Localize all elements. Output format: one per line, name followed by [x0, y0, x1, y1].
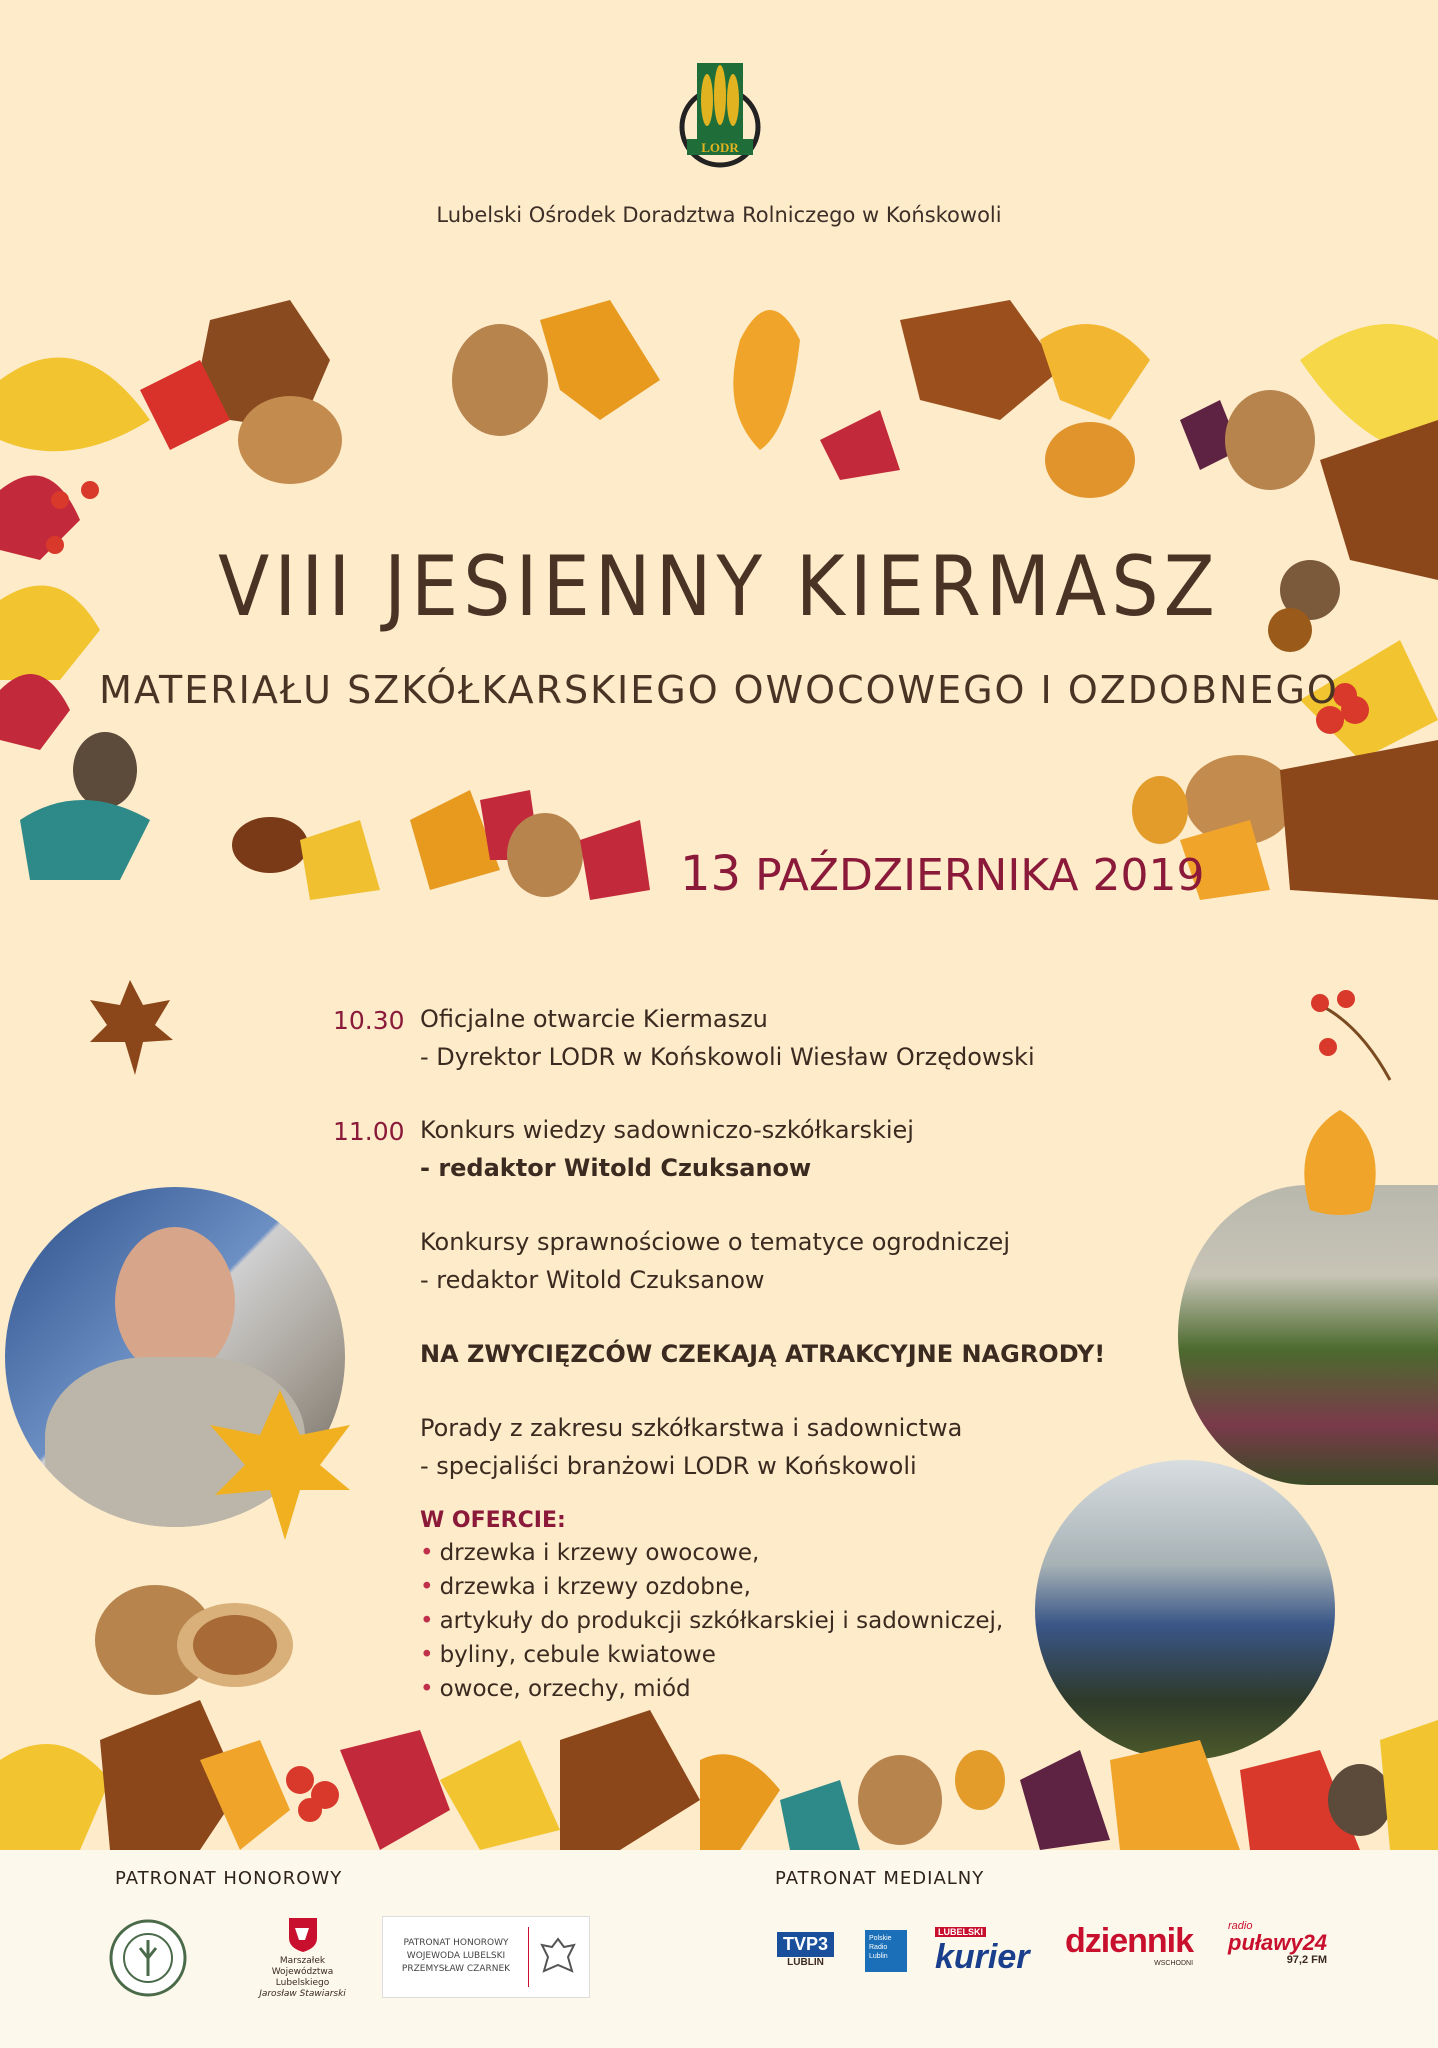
program-item-2-line-2: - redaktor Witold Czuksanow — [420, 1154, 812, 1182]
autumn-leaves-decoration-bottom — [0, 1700, 1438, 1850]
dziennik-wschodni-logo: dziennik WSCHODNI — [1065, 1922, 1194, 1967]
ministry-seal-icon — [108, 1918, 188, 1998]
maple-leaf-icon — [85, 980, 175, 1080]
advice-line-1: Porady z zakresu szkółkarstwa i sadownictwa — [420, 1414, 963, 1442]
offer-item: • artykuły do produkcji szkółkarskiej i sadowniczej, — [420, 1608, 1004, 1634]
lodr-logo — [675, 55, 765, 170]
offer-item: • owoce, orzechy, miód — [420, 1676, 691, 1702]
event-title: VIII JESIENNY KIERMASZ — [218, 538, 1220, 635]
offer-item: • byliny, cebule kwiatowe — [420, 1642, 716, 1668]
honorary-patronage-label: PATRONAT HONOROWY — [115, 1868, 343, 1889]
contests-line-1: Konkursy sprawnościowe o tematyce ogrodniczej — [420, 1228, 1010, 1256]
offer-heading: W OFERCIE: — [420, 1508, 566, 1533]
polish-eagle-icon — [538, 1935, 578, 1979]
tvp3-lublin-logo: TVP3 LUBLIN — [777, 1932, 834, 1968]
program-time-1: 10.30 — [333, 1006, 405, 1035]
radio-pulawy24-logo: radio puławy24 97,2 FM — [1228, 1920, 1328, 1966]
polskie-radio-lublin-logo: Polskie Radio Lublin — [865, 1930, 907, 1972]
media-patronage-label: PATRONAT MEDIALNY — [775, 1868, 985, 1889]
contests-line-2: - redaktor Witold Czuksanow — [420, 1266, 765, 1294]
program-item-1-line-2: - Dyrektor LODR w Końskowoli Wiesław Orzędowski — [420, 1043, 1035, 1071]
yellow-maple-leaf-icon — [205, 1390, 355, 1540]
event-subtitle: MATERIAŁU SZKÓŁKARSKIEGO OWOCOWEGO I OZDOBNEGO — [99, 668, 1339, 712]
walnut-icon — [85, 1580, 295, 1700]
program-item-2-line-1: Konkurs wiedzy sadowniczo-szkółkarskiej — [420, 1116, 914, 1144]
svg-text:LODR: LODR — [701, 140, 739, 155]
event-date — [680, 846, 1204, 902]
offer-item: • drzewka i krzewy ozdobne, — [420, 1574, 751, 1600]
event-date-day: 13 — [680, 846, 742, 902]
photo-fair-plants — [1178, 1185, 1438, 1485]
physalis-icon — [1280, 1110, 1400, 1220]
rowan-berries-icon — [1300, 985, 1400, 1085]
kurier-lubelski-logo: LUBELSKI kurier — [935, 1927, 1030, 1976]
program-item-1-line-1: Oficjalne otwarcie Kiermaszu — [420, 1005, 768, 1033]
voivode-patron: PATRONAT HONOROWY WOJEWODA LUBELSKI PRZEMYSŁAW CZARNEK — [382, 1916, 590, 1998]
program-time-2: 11.00 — [333, 1117, 405, 1146]
lubelskie-coat-of-arms-icon — [289, 1918, 317, 1952]
offer-item: • drzewka i krzewy owocowe, — [420, 1540, 760, 1566]
prizes-announcement: NA ZWYCIĘZCÓW CZEKAJĄ ATRAKCYJNE NAGRODY! — [420, 1340, 1106, 1368]
organization-name: Lubelski Ośrodek Doradztwa Rolniczego w Końskowoli — [436, 203, 1002, 227]
advice-line-2: - specjaliści branżowi LODR w Końskowoli — [420, 1452, 917, 1480]
event-date-month-year: PAŹDZIERNIKA 2019 — [755, 850, 1205, 901]
marshal-patron: Marszałek Województwa Lubelskiego Jarosław Stawiarski — [255, 1918, 350, 2000]
